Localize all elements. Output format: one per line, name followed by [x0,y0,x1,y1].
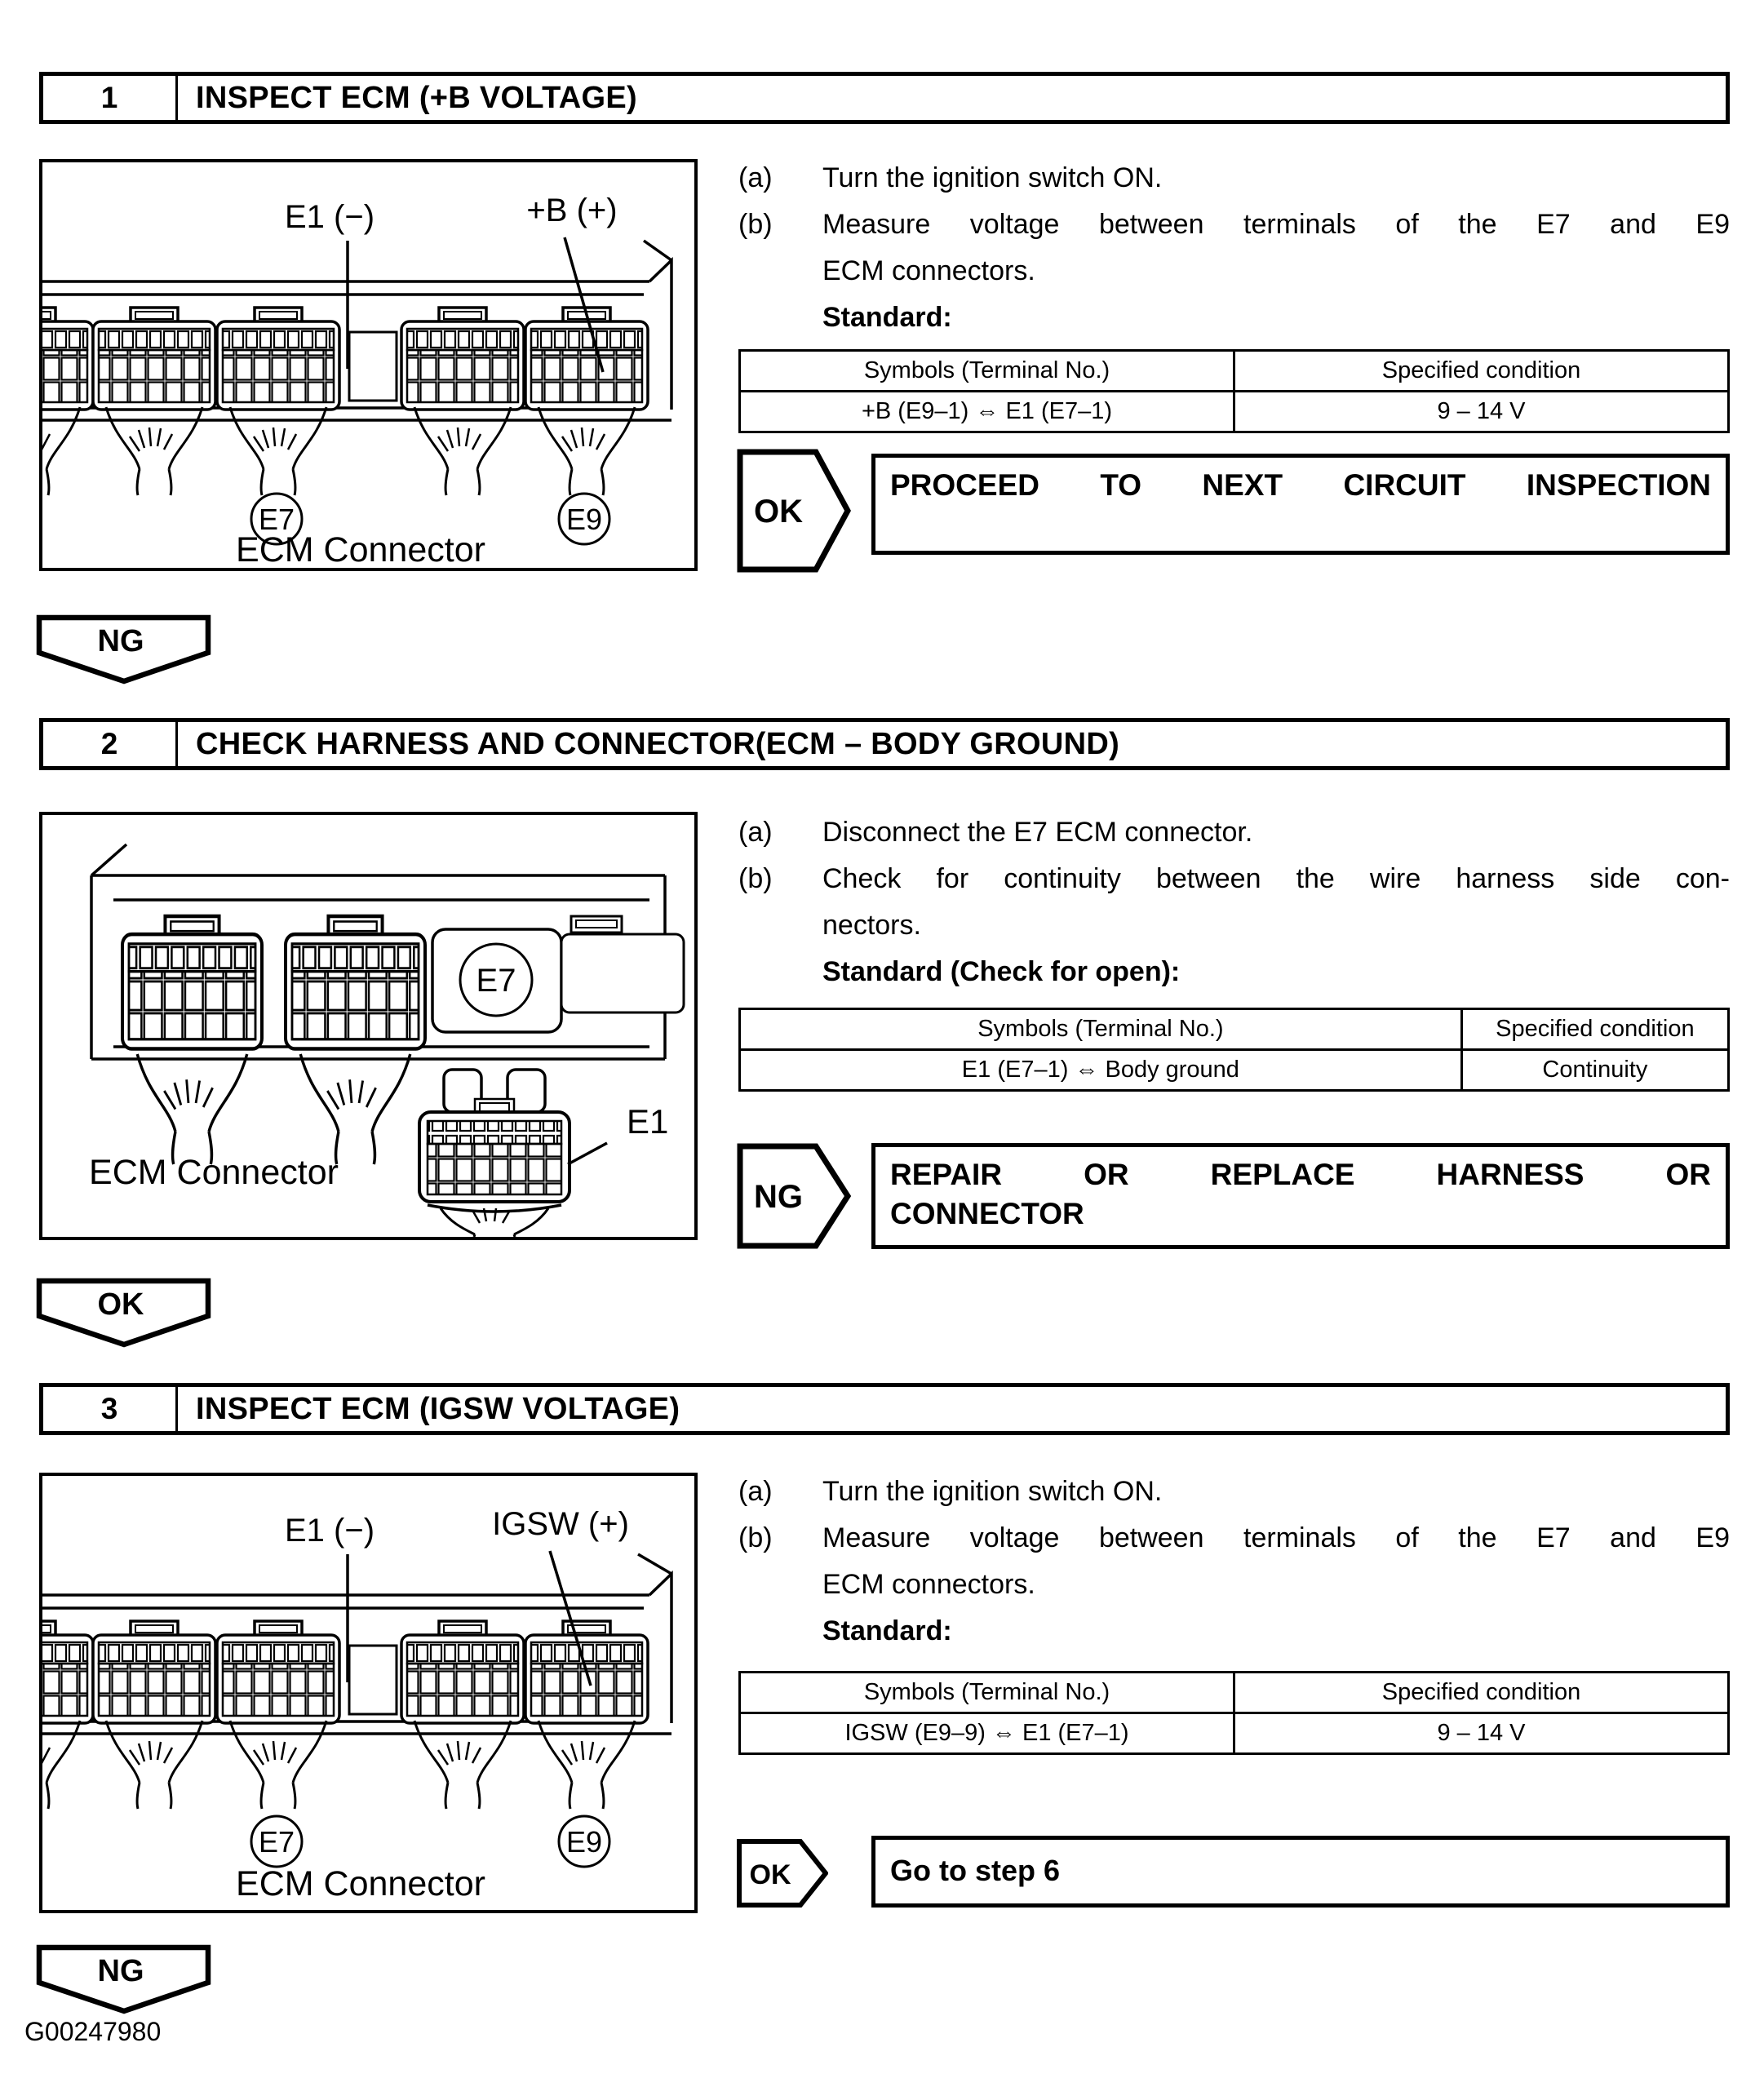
connector-block [401,1621,524,1723]
connector-block [217,308,339,410]
table-cell: +B (E9–1) ⇔ E1 (E7–1) [740,392,1234,432]
instruction-line: Check for continuity between the wire harness side con- [822,863,1730,894]
instruction-letter: (b) [738,209,773,240]
result-box-step-2 [871,1143,1730,1249]
instruction-line: ECM connectors. [822,1569,1035,1600]
instruction-line: Measure voltage between terminals of the E7 and E9 [822,209,1730,240]
ng-flow-badge [36,614,211,686]
instruction-letter: (a) [738,817,773,848]
connector-block [525,308,648,410]
table-cell: 9 – 14 V [1234,392,1729,432]
instruction-a [738,809,1730,856]
table-header-cell: Symbols (Terminal No.) [740,351,1234,392]
ecm-connector-diagram [42,162,694,568]
result-line: CONNECTOR [890,1197,1084,1230]
ok-flow-badge [36,1278,211,1349]
step-1-header [39,72,1730,124]
table-cell: IGSW (E9–9) ⇔ E1 (E7–1) [740,1713,1234,1754]
step-1-instructions [738,155,1730,341]
connector-id: E7 [258,503,295,536]
result-badge-label: NG [754,1179,803,1215]
instruction-line: nectors. [822,910,921,941]
empty-socket [349,332,397,401]
connector-block [42,308,93,410]
connector-block [93,1621,215,1723]
table-header-cell: Symbols (Terminal No.) [740,1673,1234,1713]
instruction-b [738,856,1730,949]
figure-step-2 [39,812,698,1240]
connector-id: E9 [565,503,603,536]
result-badge-label: OK [754,494,803,530]
ng-arrow-icon [737,1143,851,1249]
table-header-cell: Specified condition [1234,351,1729,392]
result-box-step-1 [871,454,1730,555]
flow-badge-label: NG [97,624,144,658]
result-badge-label: OK [749,1859,791,1890]
instruction-line: Measure voltage between terminals of the E7 and E9 [822,1522,1730,1553]
step-3-header [39,1383,1730,1435]
connector-block [122,916,262,1049]
step-title: CHECK HARNESS AND CONNECTOR(ECM – BODY GROUND) [196,726,1120,761]
ng-flow-badge [36,1944,211,2016]
terminal-label-negative: E1 (−) [284,1513,375,1549]
figure-code: G00247980 [24,2017,162,2046]
standard-label: Standard: [822,302,952,333]
result-line: PROCEED TO NEXT CIRCUIT INSPECTION [890,468,1711,502]
instruction-a [738,155,1730,202]
result-box-step-3 [871,1836,1730,1908]
connector-block [286,916,425,1049]
connector-id: E7 [476,963,516,999]
instruction-b [738,1515,1730,1608]
standard-label: Standard: [822,1615,952,1646]
table-header-cell: Specified condition [1234,1673,1729,1713]
result-line: REPAIR OR REPLACE HARNESS OR [890,1158,1711,1191]
instruction-line: Turn the ignition switch ON. [822,1476,1163,1507]
connector-block [93,308,215,410]
spec-table-step-3 [738,1671,1730,1755]
instruction-b [738,202,1730,295]
result-line: Go to step 6 [890,1854,1061,1887]
terminal-label-positive: +B (+) [526,193,618,228]
ok-arrow-icon [737,449,851,573]
flow-badge-label: OK [97,1287,144,1322]
spec-table-step-1 [738,349,1730,433]
connector-id: E7 [258,1825,295,1859]
connector-label: E1 [627,1102,669,1141]
terminal-label-positive: IGSW (+) [492,1506,629,1542]
figure-step-1 [39,159,698,571]
step-2-instructions [738,809,1730,995]
standard-label: Standard (Check for open): [822,956,1181,987]
leader-line [568,1143,607,1164]
connector-block [217,1621,339,1723]
table-cell: Continuity [1461,1050,1728,1091]
table-cell: E1 (E7–1) ⇔ Body ground [740,1050,1462,1091]
table-header-cell: Symbols (Terminal No.) [740,1009,1462,1050]
step-number: 1 [43,76,178,120]
instruction-line: Disconnect the E7 ECM connector. [822,817,1253,848]
table-cell: 9 – 14 V [1234,1713,1729,1754]
ecm-connector-diagram [42,1476,694,1910]
instruction-letter: (b) [738,863,773,894]
connector-block [401,308,524,410]
table-header-cell: Specified condition [1461,1009,1728,1050]
connector-id: E9 [565,1825,603,1859]
instruction-a [738,1469,1730,1515]
terminal-label-negative: E1 (−) [284,199,375,235]
figure-step-3 [39,1473,698,1913]
step-2-header [39,718,1730,770]
figure-caption: ECM Connector [89,1153,339,1192]
instruction-line: ECM connectors. [822,255,1035,286]
wire-bundle [300,1054,410,1164]
empty-socket [349,1646,397,1714]
figure-caption: ECM Connector [236,530,485,568]
step-title: INSPECT ECM (+B VOLTAGE) [196,80,637,115]
instruction-line: Turn the ignition switch ON. [822,162,1163,193]
instruction-letter: (a) [738,1476,773,1507]
ecm-connector-diagram [42,815,694,1237]
wire-bundle [137,1054,247,1164]
connector-block [42,1621,93,1723]
ok-arrow-icon [737,1839,828,1908]
instruction-letter: (a) [738,162,773,193]
step-number: 2 [43,722,178,766]
detached-connector [419,1070,570,1237]
step-number: 3 [43,1387,178,1431]
step-title: INSPECT ECM (IGSW VOLTAGE) [196,1391,680,1426]
spec-table-step-2 [738,1008,1730,1092]
step-3-instructions [738,1469,1730,1655]
instruction-letter: (b) [738,1522,773,1553]
figure-caption: ECM Connector [236,1864,485,1903]
flow-badge-label: NG [97,1954,144,1988]
